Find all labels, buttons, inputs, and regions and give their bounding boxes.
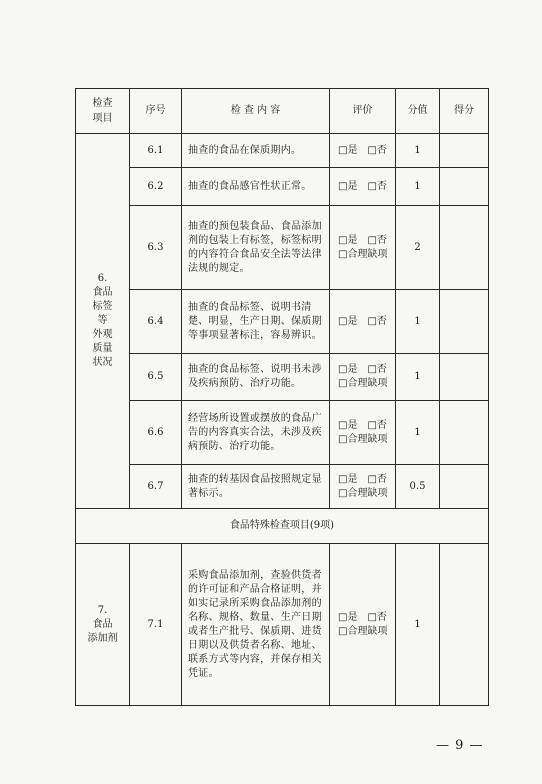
row-number: 6.2 bbox=[130, 168, 182, 206]
row-score: 1 bbox=[396, 401, 440, 465]
row-content: 经营场所设置或摆放的食品广告的内容真实合法，未涉及疾病预防、治疗功能。 bbox=[182, 401, 330, 465]
row-gain[interactable] bbox=[440, 168, 489, 206]
inspection-table bbox=[75, 88, 489, 706]
row-score: 0.5 bbox=[396, 465, 440, 509]
row-score: 1 bbox=[396, 544, 440, 706]
header-item: 检查 项目 bbox=[76, 89, 130, 134]
header-score: 分值 bbox=[396, 89, 440, 134]
row-eval[interactable] bbox=[330, 168, 396, 206]
eval-yes-no[interactable]: □是 □否 bbox=[338, 419, 387, 431]
row-gain[interactable] bbox=[440, 134, 489, 168]
eval-reasonable-missing[interactable]: □合理缺项 bbox=[338, 378, 388, 389]
row-content: 抽查的食品标签、说明书未涉及疾病预防、治疗功能。 bbox=[182, 354, 330, 401]
row-content: 抽查的转基因食品按照规定显著标示。 bbox=[182, 465, 330, 509]
table-row bbox=[76, 290, 489, 354]
row-score: 2 bbox=[396, 206, 440, 290]
row-gain[interactable] bbox=[440, 206, 489, 290]
header-content: 检 查 内 容 bbox=[182, 89, 330, 134]
row-gain[interactable] bbox=[440, 290, 489, 354]
row-gain[interactable] bbox=[440, 465, 489, 509]
eval-yes-no[interactable]: □是 □否 bbox=[338, 611, 387, 623]
header-gain: 得分 bbox=[440, 89, 489, 134]
eval-reasonable-missing[interactable]: □合理缺项 bbox=[338, 433, 388, 445]
row-eval[interactable] bbox=[330, 544, 396, 706]
special-items-title: 食品特殊检查项目(9项) bbox=[76, 509, 489, 544]
row-number: 6.3 bbox=[130, 206, 182, 290]
table-row bbox=[76, 401, 489, 465]
page-number: — 9 — bbox=[436, 738, 484, 753]
row-eval[interactable] bbox=[330, 401, 396, 465]
eval-yes-no[interactable]: □是 □否 bbox=[338, 144, 387, 156]
row-eval[interactable] bbox=[330, 206, 396, 290]
row-content: 抽查的食品在保质期内。 bbox=[182, 134, 330, 168]
category-7-label: 7. 食品 添加剂 bbox=[76, 544, 130, 706]
table-row bbox=[76, 168, 489, 206]
row-score: 1 bbox=[396, 290, 440, 354]
table-row bbox=[76, 465, 489, 509]
row-number: 6.7 bbox=[130, 465, 182, 509]
row-content: 抽查的食品标签、说明书清楚、明显，生产日期、保质期等事项显著标注，容易辨识。 bbox=[182, 290, 330, 354]
special-items-row bbox=[76, 509, 489, 544]
table-row bbox=[76, 354, 489, 401]
eval-reasonable-missing[interactable]: □合理缺项 bbox=[338, 487, 388, 499]
row-content: 抽查的预包装食品、食品添加剂的包装上有标签，标签标明的内容符合食品安全法等法律法规的规定。 bbox=[182, 206, 330, 290]
table-row bbox=[76, 206, 489, 290]
eval-reasonable-missing[interactable]: □合理缺项 bbox=[338, 248, 388, 260]
row-gain[interactable] bbox=[440, 401, 489, 465]
table-row bbox=[76, 544, 489, 706]
table-header-row bbox=[76, 89, 489, 134]
row-gain[interactable] bbox=[440, 544, 489, 706]
row-score: 1 bbox=[396, 168, 440, 206]
eval-yes-no[interactable]: □是 □否 bbox=[338, 364, 387, 375]
row-content: 采购食品添加剂，查验供货者的许可证和产品合格证明，并如实记录所采购食品添加剂的名称、规格、数量、生产日期或者生产批号、保质期、进货日期以及供货者名称、地址、联系方式等内容，并保存相关凭证。 bbox=[182, 544, 330, 706]
row-score: 1 bbox=[396, 354, 440, 401]
eval-yes-no[interactable]: □是 □否 bbox=[338, 315, 387, 327]
row-number: 7.1 bbox=[130, 544, 182, 706]
row-gain[interactable] bbox=[440, 354, 489, 401]
row-number: 6.6 bbox=[130, 401, 182, 465]
row-number: 6.4 bbox=[130, 290, 182, 354]
eval-yes-no[interactable]: □是 □否 bbox=[338, 180, 387, 192]
eval-yes-no[interactable]: □是 □否 bbox=[338, 473, 387, 485]
eval-yes-no[interactable]: □是 □否 bbox=[338, 234, 387, 246]
row-eval[interactable] bbox=[330, 354, 396, 401]
category-6-label: 6. 食品 标签 等 外观 质量 状况 bbox=[76, 134, 130, 509]
header-eval: 评价 bbox=[330, 89, 396, 134]
row-eval[interactable] bbox=[330, 134, 396, 168]
row-number: 6.5 bbox=[130, 354, 182, 401]
row-eval[interactable] bbox=[330, 290, 396, 354]
row-eval[interactable] bbox=[330, 465, 396, 509]
row-content: 抽查的食品感官性状正常。 bbox=[182, 168, 330, 206]
row-score: 1 bbox=[396, 134, 440, 168]
table-row bbox=[76, 134, 489, 168]
eval-reasonable-missing[interactable]: □合理缺项 bbox=[338, 625, 388, 637]
header-seq: 序号 bbox=[130, 89, 182, 134]
row-number: 6.1 bbox=[130, 134, 182, 168]
